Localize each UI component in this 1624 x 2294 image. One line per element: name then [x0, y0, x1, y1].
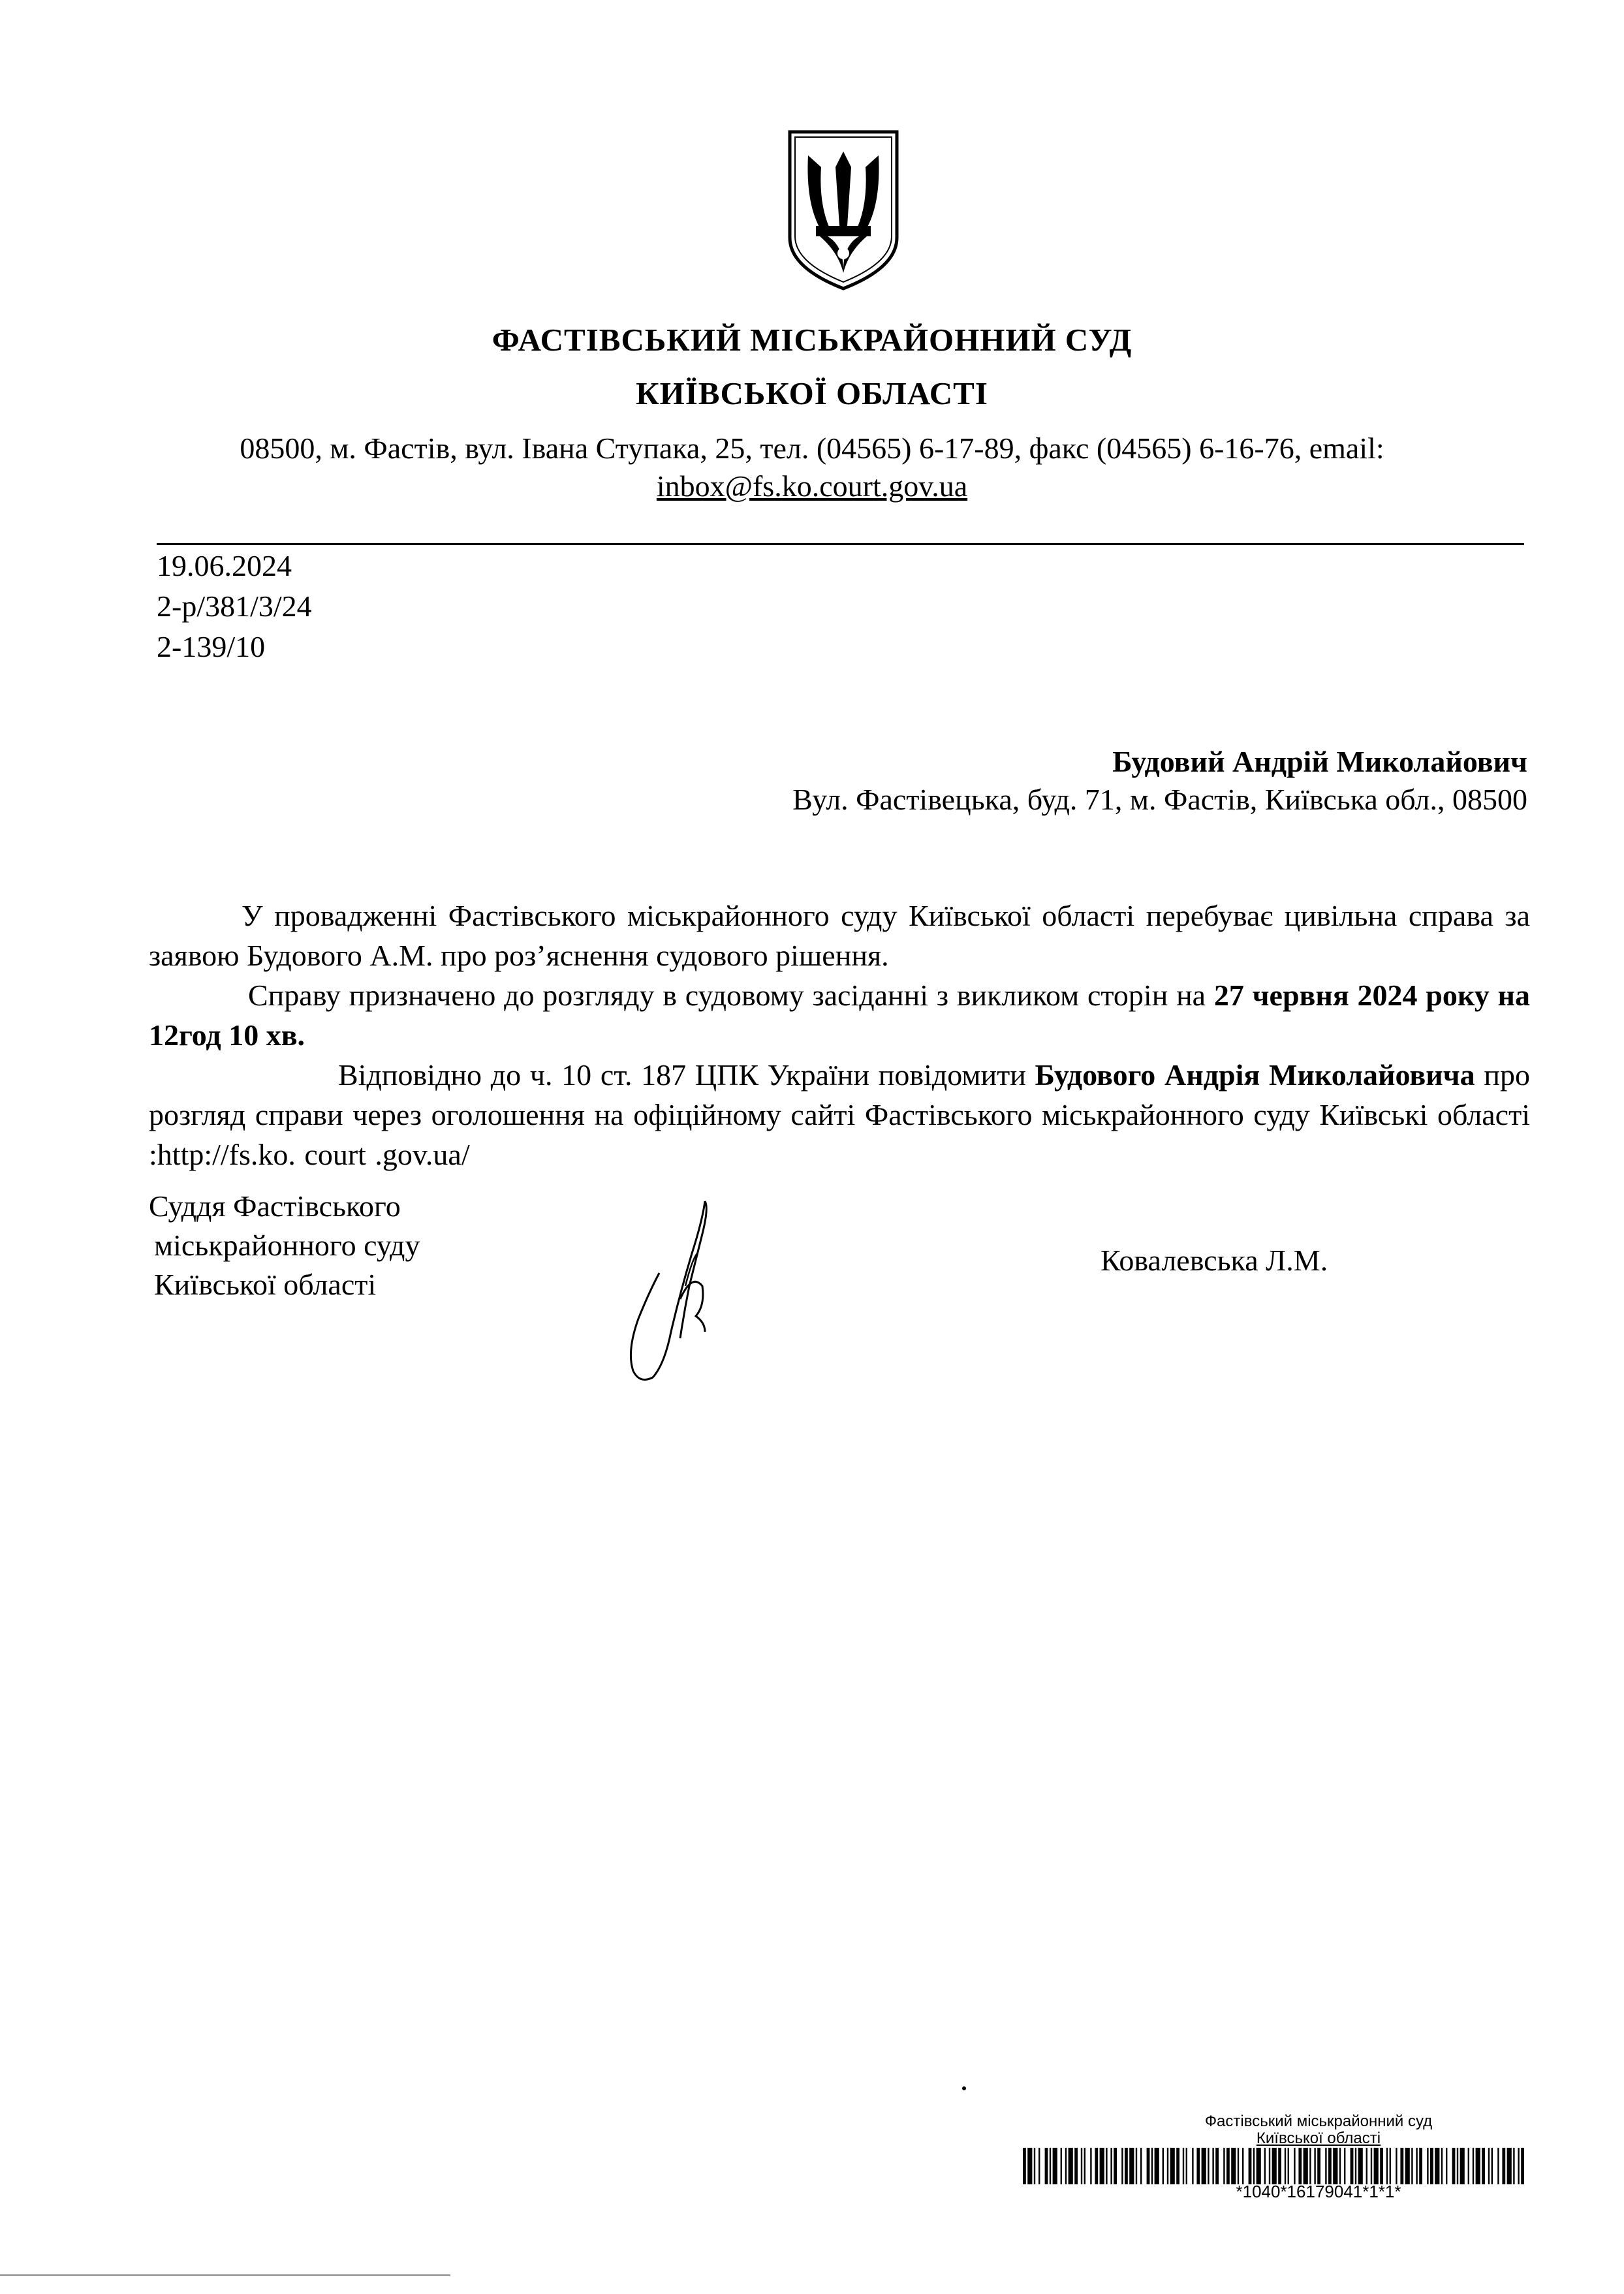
notified-person-name: Будового Андрія Миколайовича — [1035, 1058, 1475, 1092]
court-contact-line: 08500, м. Фастів, вул. Івана Ступака, 25, тел. (04565) 6-17-89, факс (04565) 6-16-76, email: — [240, 432, 1384, 465]
court-email-line — [0, 469, 1624, 503]
body-paragraph-hearing-date — [149, 975, 1530, 1055]
judge-title-line2: міськрайонного суду — [154, 1229, 420, 1262]
scan-edge-line — [0, 2274, 450, 2276]
stamp-region: Київської області — [1256, 2129, 1381, 2147]
coat-of-arms-emblem — [786, 128, 901, 291]
judge-title-line1: Суддя Фастівського — [149, 1189, 401, 1223]
stamp-court-name: Фастівський міськрайонний суд — [1204, 2113, 1433, 2130]
outgoing-reference-number: 2-р/381/3/24 — [157, 589, 312, 623]
barcode-number: *1040*16179041*1*1* — [1236, 2182, 1401, 2201]
scan-dot-mark — [962, 2086, 966, 2090]
body-paragraph-notification — [149, 1055, 1530, 1174]
notification-text-start: Відповідно до ч. 10 ст. 187 ЦПК України повідомити — [338, 1058, 1035, 1092]
addressee-address: Вул. Фастівецька, буд. 71, м. Фастів, Київська обл., 08500 — [792, 783, 1527, 816]
hearing-datetime: 27 червня 2024 року на 12год 10 хв. — [149, 979, 1530, 1052]
judge-name: Ковалевська Л.М. — [1101, 1244, 1328, 1277]
court-name-line2: КИЇВСЬКОЇ ОБЛАСТІ — [636, 375, 988, 411]
header-divider — [157, 543, 1524, 545]
judge-title-line3: Київської області — [154, 1268, 377, 1301]
case-number: 2-139/10 — [157, 630, 266, 663]
body-paragraph-proceedings: У провадженні Фастівського міськрайонного суду Київської області перебуває цивільна справа за заявою Будового А.М. про роз’яснення судового рішення. — [149, 899, 1530, 972]
hearing-intro-text: Справу призначено до розгляду в судовому засіданні з викликом сторін на — [248, 979, 1214, 1012]
notification-text-end: про розгляд справи через оголошення на офіційному сайті Фастівського міськрайонного суду Київські області :http://fs.ko. court .gov.ua/ — [149, 1058, 1530, 1171]
document-date: 19.06.2024 — [157, 549, 292, 582]
court-name-line1: ФАСТІВСЬКИЙ МІСЬКРАЙОННИЙ СУД — [492, 322, 1132, 358]
addressee-name: Будовий Андрій Миколайович — [1112, 745, 1527, 778]
barcode — [1023, 2148, 1525, 2184]
court-email-link[interactable]: inbox@fs.ko.court.gov.ua — [656, 469, 968, 503]
handwritten-signature — [607, 1195, 731, 1391]
